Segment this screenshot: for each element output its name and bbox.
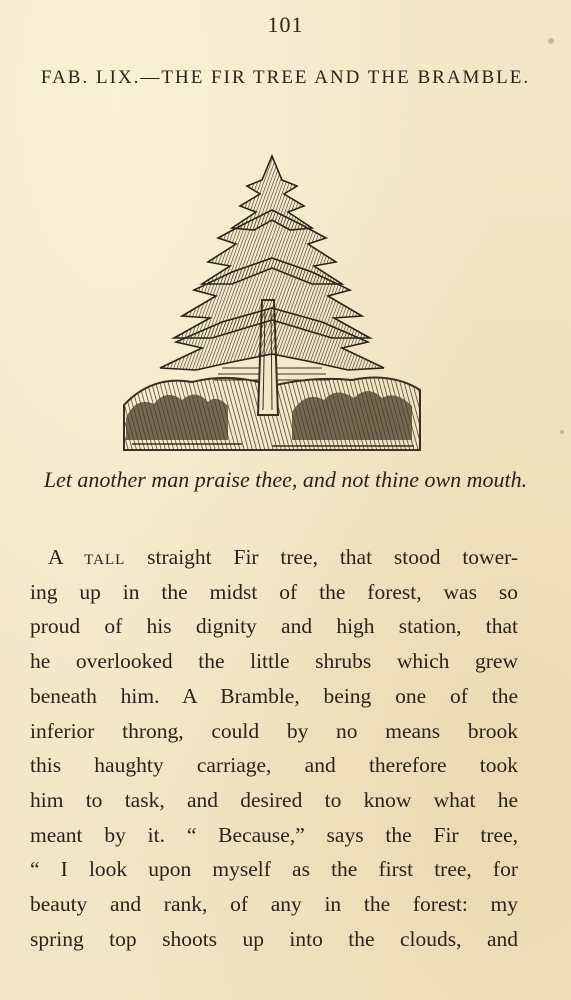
body-line: “ I look upon myself as the first tree, for — [30, 857, 518, 882]
fable-title: FAB. LIX.—THE FIR TREE AND THE BRAMBLE. — [40, 67, 531, 88]
fable-moral: Let another man praise thee, and not thine own mouth. — [43, 467, 528, 492]
body-line: beauty and rank, of any in the forest: my — [30, 892, 518, 917]
body-line-first — [30, 540, 518, 575]
body-line: ing up in the midst of the forest, was so — [30, 579, 518, 604]
fir-tree-woodcut-icon — [122, 150, 422, 455]
body-line: this haughty carriage, and therefore took — [30, 753, 518, 778]
paper-stain — [560, 430, 564, 434]
opening-smallcaps: tall — [84, 545, 126, 569]
body-line: proud of his dignity and high station, that — [30, 614, 518, 639]
opening-initial: A — [48, 545, 63, 569]
body-line: meant by it. “ Because,” says the Fir tree, — [30, 822, 518, 847]
first-line-rest: straight Fir tree, that stood tower- — [147, 545, 519, 569]
fable-body-text — [30, 540, 518, 956]
paper-stain — [548, 38, 554, 44]
body-line: he overlooked the little shrubs which grew — [30, 649, 518, 674]
body-line: beneath him. A Bramble, being one of the — [30, 683, 518, 708]
body-line: him to task, and desired to know what he — [30, 787, 518, 812]
body-line: inferior throng, could by no means brook — [30, 718, 518, 743]
body-line: spring top shoots up into the clouds, and — [30, 926, 518, 951]
page-number: 101 — [267, 12, 304, 37]
